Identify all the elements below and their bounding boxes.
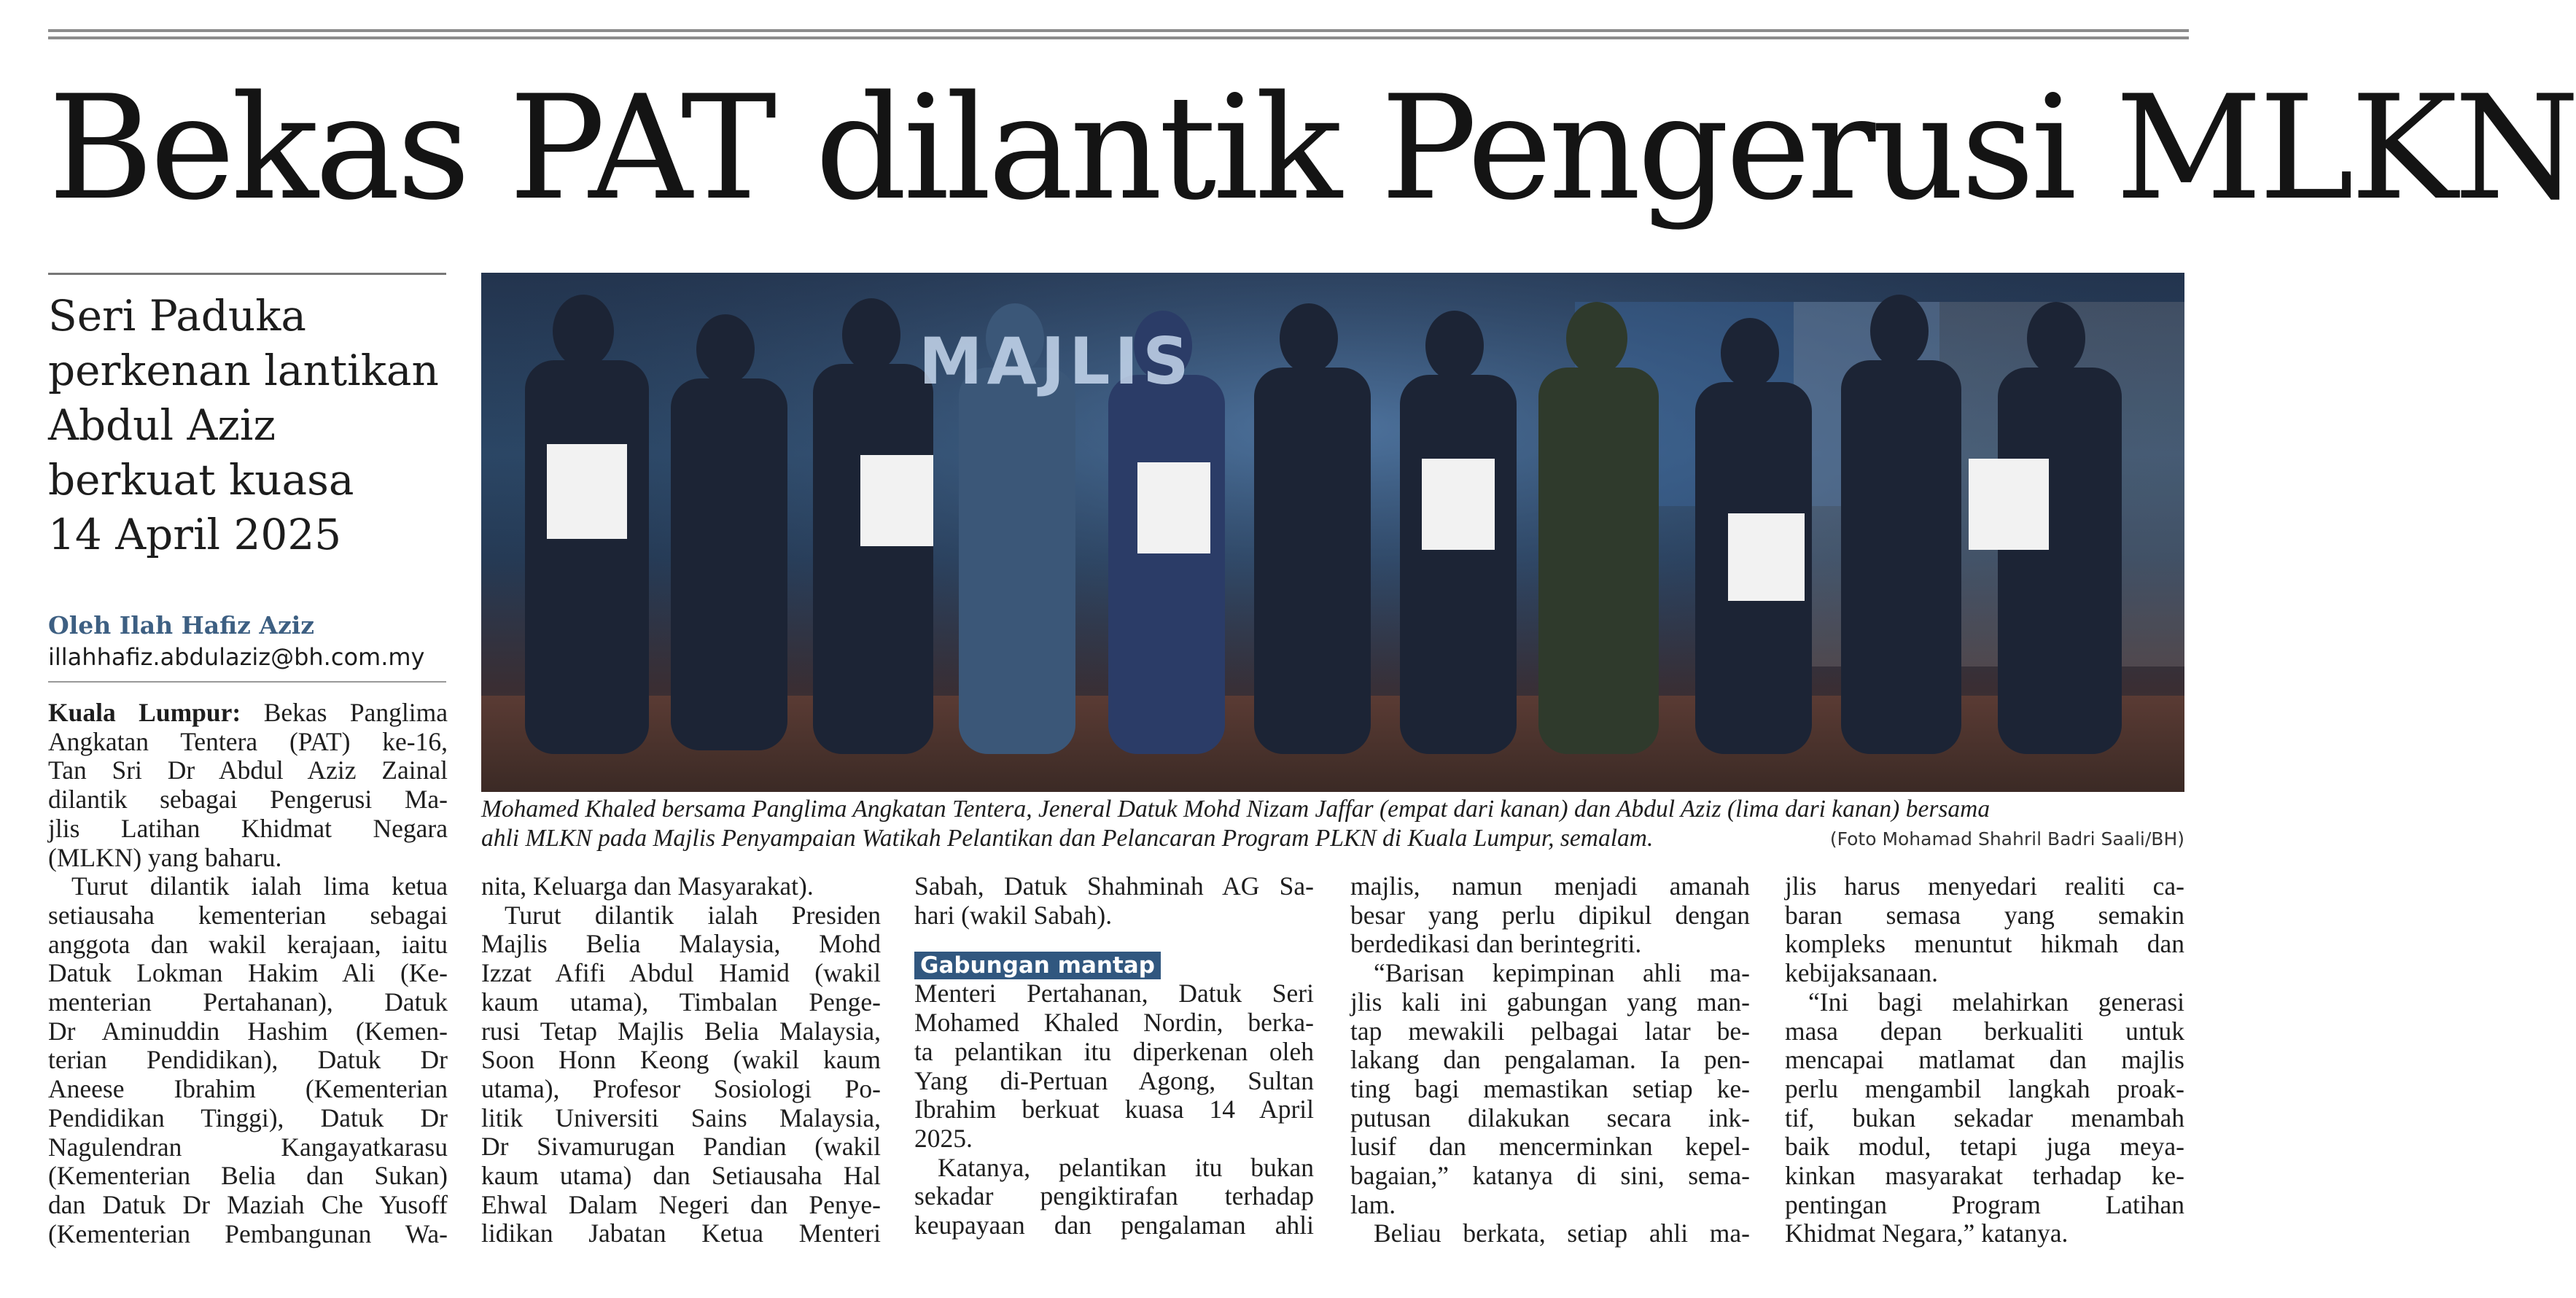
text-line: dan Datuk Dr Maziah Che Yusoff [48,1189,448,1219]
article-column-3 [914,872,1314,1240]
deck-line: 14 April 2025 [48,510,342,559]
photo-backdrop-text: MAJLIS [919,324,1194,399]
caption-line: Mohamed Khaled bersama Panglima Angkatan Tentera, Jeneral Datuk Mohd Nizam Jaffar (empat dari kanan) dan Abdul Aziz (lima dari kanan) bersama [481,796,1991,823]
photo-credit: (Foto Mohamad Shahril Badri Saali/BH) [1829,828,2184,850]
text-line: jlis kali ini gabungan yang man- [1350,987,1750,1017]
text-line: Beliau berkata, setiap ahli ma- [1374,1219,1750,1248]
text-line: Sabah, Datuk Shahminah AG Sa- [914,871,1314,901]
deck-rule [48,273,446,275]
text-line: Yang di-Pertuan Agong, Sultan [914,1065,1314,1095]
byline-rule [48,681,446,683]
text-line: terian Pendidikan), Datuk Dr [48,1045,448,1075]
text-line: Datuk Lokman Hakim Ali (Ke- [48,958,448,988]
text-line: keupayaan dan pengalaman ahli [914,1210,1314,1240]
text-line: lusif dan mencerminkan kepel- [1350,1132,1750,1162]
top-rule-2 [48,36,2189,39]
deck-line: berkuat kuasa [48,455,354,505]
text-line: bagaian,” katanya di sini, sema- [1350,1161,1750,1191]
text-line: Dr Aminuddin Hashim (Kemen- [48,1016,448,1046]
text-fragment: Bekas Panglima [241,698,448,727]
text-line: Dr Sivamurugan Pandian (wakil [481,1132,881,1162]
text-line: Soon Honn Keong (wakil kaum [481,1045,881,1075]
text-line: masa depan berkualiti untuk [1785,1016,2184,1046]
deck-line: perkenan lantikan [48,346,439,395]
text-line: (Kementerian Belia dan Sukan) [48,1161,448,1191]
text-line: mencapai matlamat dan majlis [1785,1045,2184,1075]
text-line: Ehwal Dalam Negeri dan Penye- [481,1189,881,1219]
text-line: kinkan masyarakat terhadap ke- [1785,1161,2184,1191]
text-line: dilantik sebagai Pengerusi Ma- [48,785,448,815]
text-line: Ibrahim berkuat kuasa 14 April [914,1095,1314,1124]
byline: Oleh Ilah Hafiz Aziz [48,611,314,640]
photo-illustration [481,273,2184,792]
text-line: Aneese Ibrahim (Kementerian [48,1074,448,1104]
text-line: litik Universiti Sains Malaysia, [481,1103,881,1132]
text-line: sekadar pengiktirafan terhadap [914,1181,1314,1211]
text-line: Izzat Afifi Abdul Hamid (wakil [481,958,881,988]
text-line: Nagulendran Kangayatkarasu [48,1132,448,1162]
text-line: (Kementerian Pembangunan Wa- [48,1219,448,1248]
text-line: tap mewakili pelbagai latar be- [1350,1016,1750,1046]
text-line: kompleks menuntut hikmah dan [1785,929,2184,959]
subhead: Gabungan mantap [914,952,1161,979]
text-line: majlis, namun menjadi amanah [1350,871,1750,901]
author-email[interactable]: illahhafiz.abdulaziz@bh.com.my [48,643,425,671]
text-line [48,699,448,728]
text-line: setiausaha kementerian sebagai [48,900,448,930]
news-photo [481,273,2184,792]
text-line: Mohamed Khaled Nordin, berka- [914,1008,1314,1038]
text-line: tif, bukan sekadar menambah [1785,1103,2184,1132]
text-line: pentingan Program Latihan [1785,1189,2184,1219]
text-line: Menteri Pertahanan, Datuk Seri [914,979,1314,1009]
text-line: jlis Latihan Khidmat Negara [48,813,448,843]
text-line: 2025. [914,1123,973,1153]
text-line: menterian Pertahanan), Datuk [48,987,448,1017]
text-line: “Ini bagi melahirkan generasi [1808,987,2184,1017]
text-line: baran semasa yang semakin [1785,900,2184,930]
text-line: Katanya, pelantikan itu bukan [938,1152,1314,1182]
text-line: rusi Tetap Majlis Belia Malaysia, [481,1016,881,1046]
deck-line: Abdul Aziz [48,400,276,450]
deck-line: Seri Paduka [48,291,306,341]
text-line: putusan dilakukan secara ink- [1350,1103,1750,1132]
text-line: baik modul, tetapi juga meya- [1785,1132,2184,1162]
text-line: kaum utama) dan Setiausaha Hal [481,1161,881,1191]
caption-line: ahli MLKN pada Majlis Penyampaian Watikah Pelantikan dan Pelancaran Program PLKN di Kuala Lumpur, semalam. [481,825,1654,852]
text-line: lakang dan pengalaman. Ia pen- [1350,1045,1750,1075]
text-line: “Barisan kepimpinan ahli ma- [1374,958,1750,988]
dateline: Kuala Lumpur: [48,698,241,727]
text-line: Majlis Belia Malaysia, Mohd [481,929,881,959]
text-line: besar yang perlu dipikul dengan [1350,900,1750,930]
text-line: utama), Profesor Sosiologi Po- [481,1073,881,1103]
text-line: Pendidikan Tinggi), Datuk Dr [48,1103,448,1132]
subhead-row [914,950,1314,979]
text-line: Khidmat Negara,” katanya. [1785,1219,2069,1248]
text-line: lidikan Jabatan Ketua Menteri [481,1219,881,1248]
text-line: lam. [1350,1189,1396,1219]
article-column-4 [1350,872,1750,1248]
text-line: hari (wakil Sabah). [914,900,1113,930]
top-rule [48,29,2189,32]
deck [48,289,456,562]
text-line: Tan Sri Dr Abdul Aziz Zainal [48,755,448,785]
article-column-1 [48,699,448,1248]
text-line: nita, Keluarga dan Masyarakat). [481,871,814,901]
article-column-5 [1785,872,2184,1248]
headline: Bekas PAT dilantik Pengerusi MLKN [48,65,2576,232]
text-line: Turut dilantik ialah Presiden [505,900,881,930]
text-line: Angkatan Tentera (PAT) ke-16, [48,726,448,756]
text-line: ta pelantikan itu diperkenan oleh [914,1036,1314,1066]
text-line: jlis harus menyedari realiti ca- [1785,871,2184,901]
text-line: ting bagi memastikan setiap ke- [1350,1073,1750,1103]
text-line: Turut dilantik ialah lima ketua [71,871,448,901]
text-line: anggota dan wakil kerajaan, iaitu [48,929,448,959]
text-line: (MLKN) yang baharu. [48,842,282,872]
text-line: kaum utama), Timbalan Penge- [481,987,881,1017]
text-line: berdedikasi dan berintegriti. [1350,929,1642,959]
article-column-2 [481,872,881,1248]
text-line: kebijaksanaan. [1785,958,1938,988]
text-line: perlu mengambil langkah proak- [1785,1073,2184,1103]
